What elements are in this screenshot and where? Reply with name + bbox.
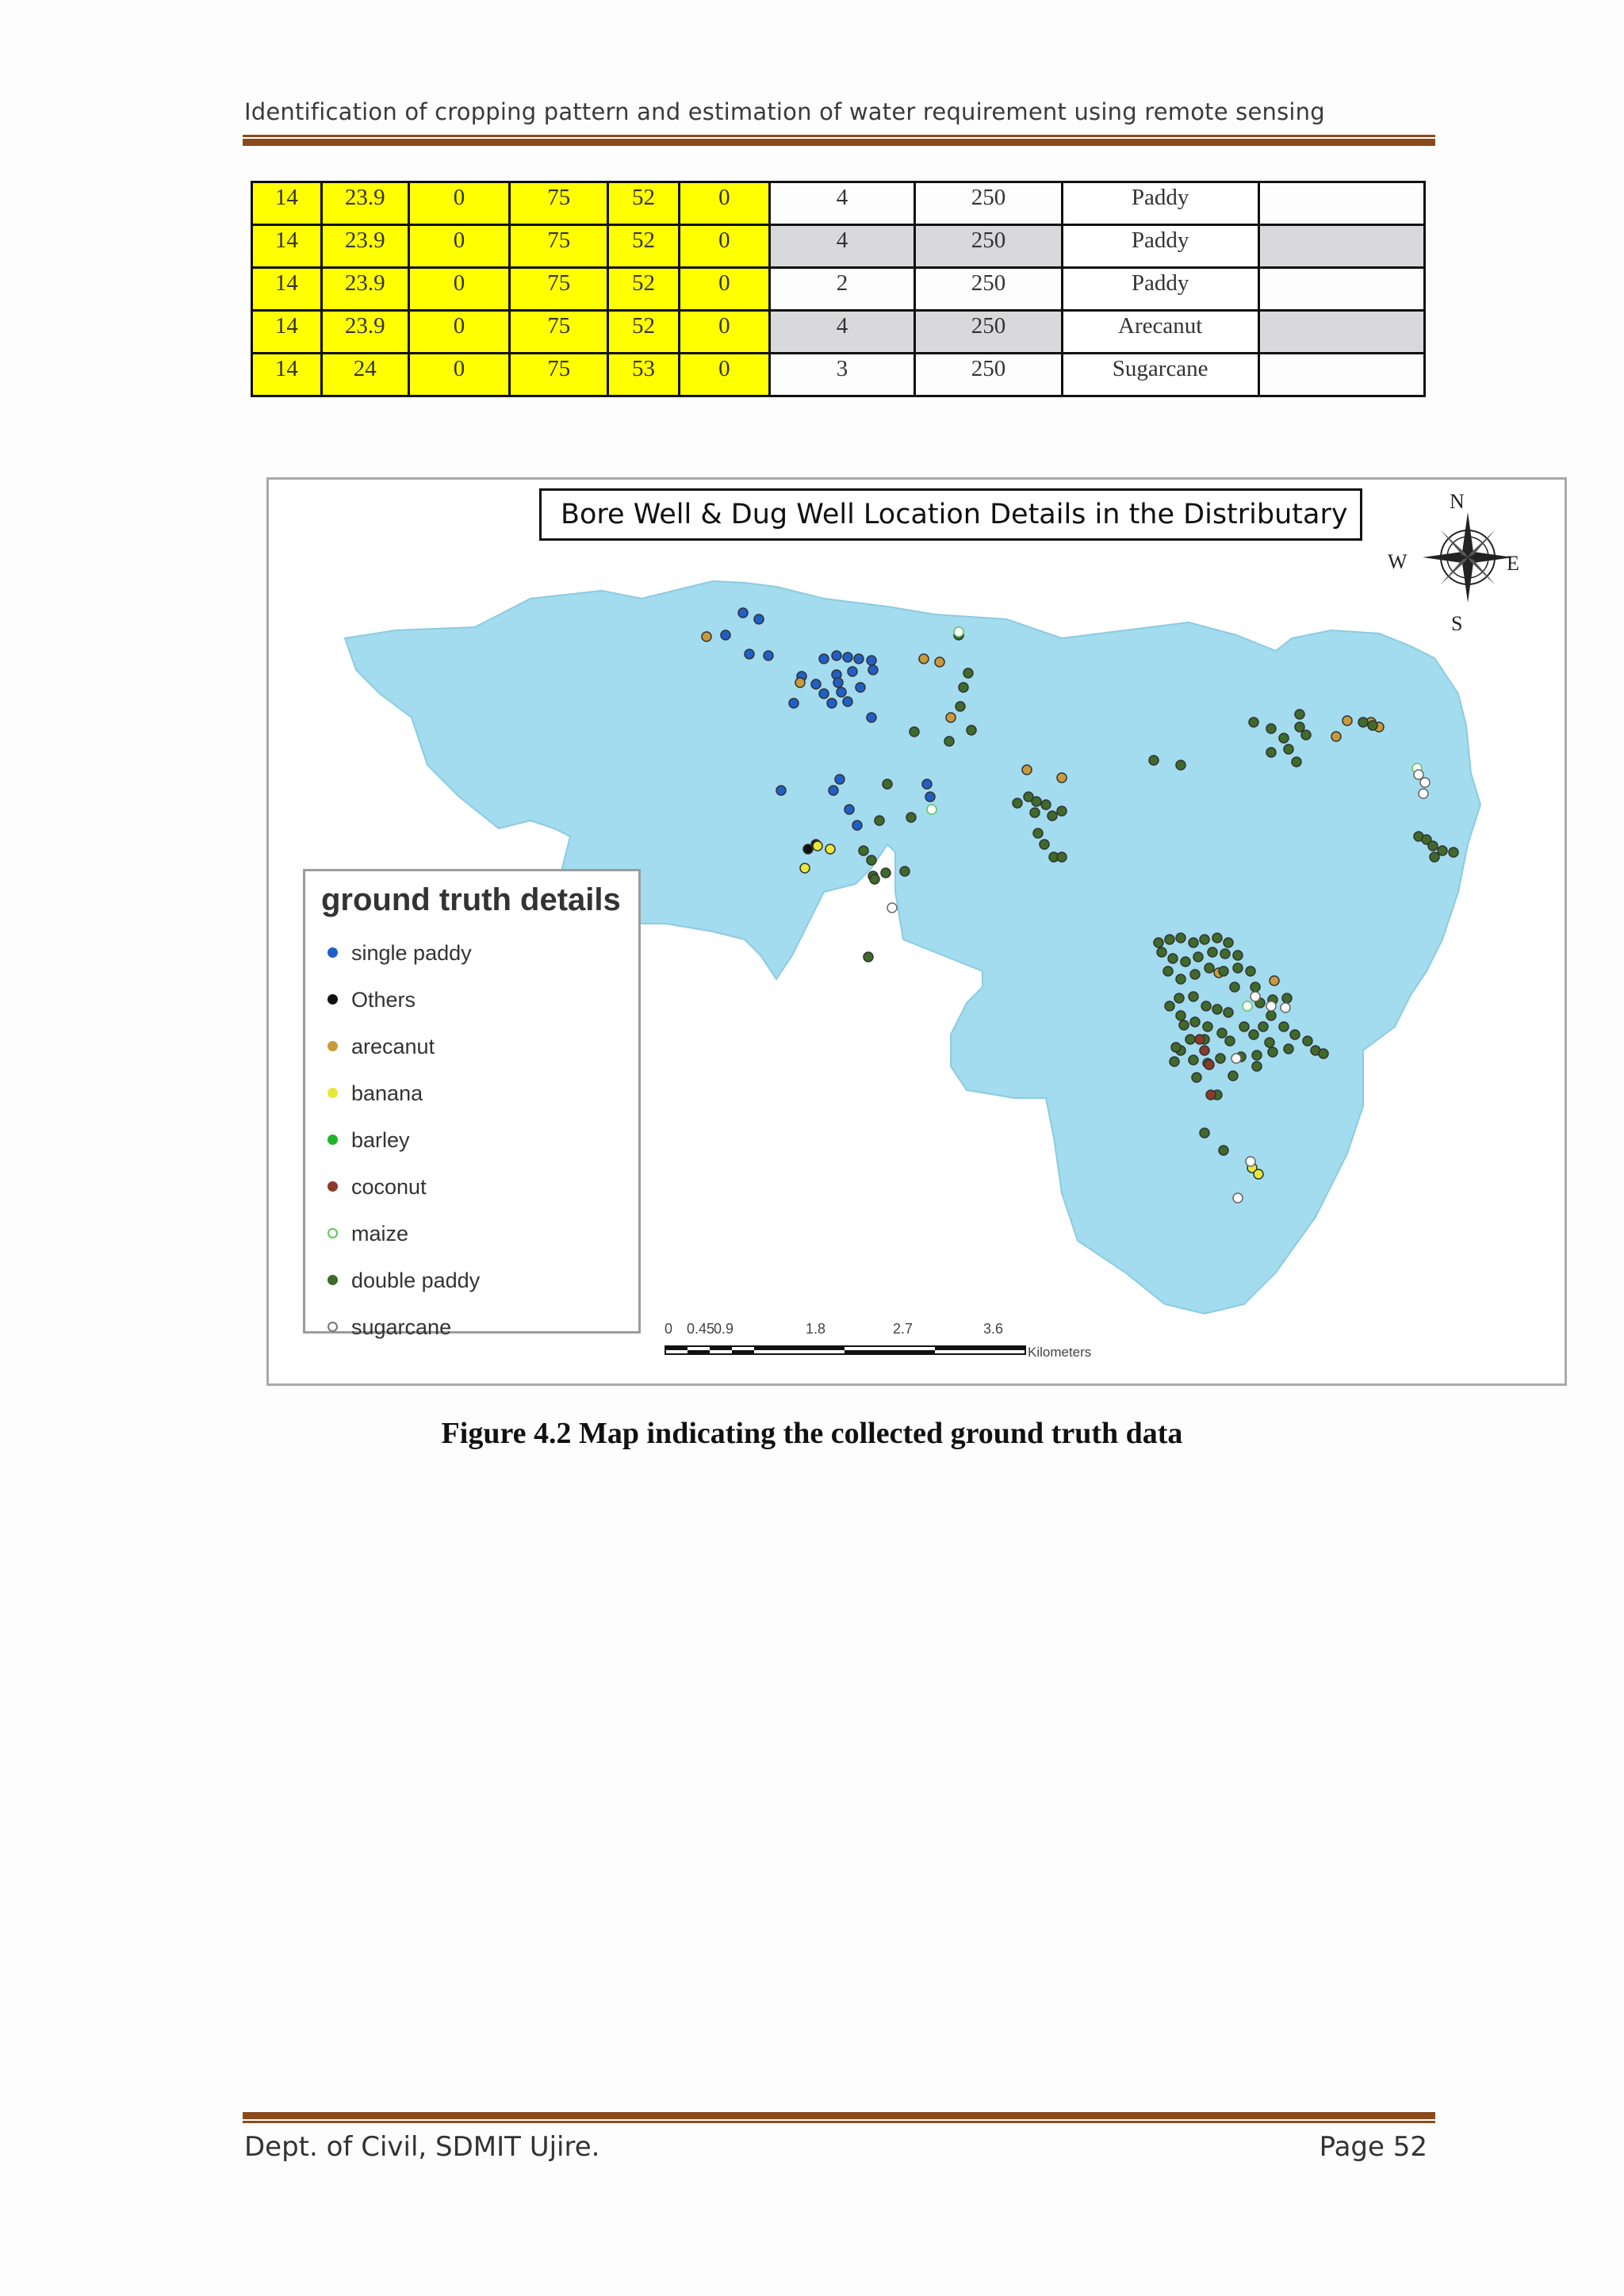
ground-truth-point	[1168, 954, 1178, 963]
ground-truth-point	[1301, 730, 1311, 740]
ground-truth-point	[1414, 770, 1423, 779]
ground-truth-point	[1200, 1128, 1209, 1138]
table-cell: 14	[252, 311, 322, 354]
ground-truth-point	[856, 683, 865, 692]
ground-truth-point	[935, 657, 944, 667]
ground-truth-point	[1246, 966, 1255, 976]
legend-marker-icon	[327, 1322, 338, 1332]
ground-truth-point	[1041, 800, 1051, 809]
ground-truth-point	[1212, 1004, 1222, 1014]
ground-truth-point	[1228, 1071, 1238, 1081]
ground-truth-point	[1219, 966, 1228, 976]
table-cell: Sugarcane	[1062, 354, 1258, 396]
table-cell: 23.9	[321, 268, 408, 311]
table-cell: Arecanut	[1062, 311, 1258, 354]
table-row	[252, 268, 1425, 311]
table-cell	[1258, 354, 1425, 396]
legend-marker-icon	[327, 1041, 338, 1051]
ground-truth-point	[1163, 966, 1173, 976]
table-cell: 53	[608, 354, 680, 396]
ground-truth-point	[1254, 1169, 1263, 1179]
ground-truth-point	[1013, 798, 1022, 808]
ground-truth-point	[764, 651, 773, 660]
scale-tick-label: 1.8	[806, 1321, 826, 1337]
ground-truth-point	[1268, 1047, 1277, 1057]
ground-truth-point	[1176, 974, 1185, 984]
ground-truth-point	[956, 702, 965, 711]
ground-truth-point	[1419, 789, 1428, 798]
ground-truth-point	[1022, 765, 1032, 775]
table-cell: 14	[252, 268, 322, 311]
ground-truth-point	[900, 867, 910, 876]
map-title: Bore Well & Dug Well Location Details in the Distributary	[539, 488, 1362, 541]
legend-marker-icon	[327, 1275, 338, 1285]
ground-truth-point	[1290, 1030, 1300, 1039]
table-cell: 250	[915, 311, 1063, 354]
ground-truth-point	[1295, 710, 1304, 719]
ground-truth-point	[829, 786, 838, 795]
table-row	[252, 182, 1425, 225]
legend-label: arecanut	[351, 1035, 435, 1058]
ground-truth-point	[963, 668, 973, 678]
ground-truth-point	[881, 868, 891, 878]
ground-truth-point	[1154, 938, 1163, 947]
legend-label: single paddy	[351, 941, 472, 965]
ground-truth-point	[776, 786, 786, 795]
scale-unit-label: Kilometers	[1028, 1345, 1092, 1360]
ground-truth-point	[1430, 852, 1439, 862]
ground-truth-point	[789, 698, 799, 708]
ground-truth-point	[1189, 938, 1198, 947]
ground-truth-point	[1203, 1022, 1212, 1031]
table-row	[252, 311, 1425, 354]
table-cell: 0	[679, 268, 769, 311]
table-cell: 250	[915, 225, 1063, 268]
legend-marker-icon	[327, 1181, 338, 1192]
ground-truth-point	[1157, 947, 1166, 957]
ground-truth-point	[1266, 724, 1276, 733]
scale-tick-label: 0	[665, 1321, 673, 1337]
scale-tick-label: 0.45	[687, 1321, 715, 1337]
table-cell: 23.9	[321, 182, 408, 225]
table-cell: 14	[252, 182, 322, 225]
running-header: Identification of cropping pattern and estimation of water requirement using remote sensing	[244, 98, 1325, 125]
ground-truth-point	[1216, 1054, 1225, 1063]
table-row	[252, 225, 1425, 268]
ground-truth-point	[795, 678, 805, 687]
compass-west-label: W	[1388, 550, 1408, 573]
ground-truth-point	[1189, 992, 1198, 1001]
footer-department: Dept. of Civil, SDMIT Ujire.	[244, 2131, 600, 2163]
ground-truth-point	[925, 792, 935, 802]
ground-truth-point	[1048, 811, 1057, 821]
ground-truth-point	[927, 805, 936, 814]
ground-truth-point	[868, 665, 878, 675]
ground-truth-point	[867, 855, 876, 865]
table-cell: 250	[915, 354, 1063, 396]
header-rule-thick	[243, 139, 1435, 146]
ground-truth-point	[870, 874, 879, 884]
ground-truth-point	[1224, 1008, 1233, 1017]
legend-label: maize	[351, 1222, 409, 1246]
table-cell	[1258, 268, 1425, 311]
table-row	[252, 354, 1425, 396]
ground-truth-point	[906, 813, 916, 822]
table-cell: 14	[252, 225, 322, 268]
legend-item	[351, 1175, 427, 1200]
ground-truth-point	[1190, 970, 1200, 979]
table-cell: 4	[769, 311, 915, 354]
ground-truth-point	[843, 697, 852, 706]
table-cell: 0	[408, 225, 510, 268]
ground-truth-point	[887, 903, 897, 913]
ground-truth-point	[1233, 963, 1243, 973]
table-cell: 75	[510, 182, 608, 225]
ground-truth-point	[1201, 1001, 1211, 1011]
table-cell: 24	[321, 354, 408, 396]
table-cell	[1258, 311, 1425, 354]
table-cell: 75	[510, 354, 608, 396]
ground-truth-point	[1220, 949, 1230, 959]
ground-truth-point	[1176, 1011, 1185, 1020]
ground-truth-point	[1252, 1050, 1262, 1060]
ground-truth-point	[825, 844, 835, 854]
ground-truth-point	[1252, 1062, 1262, 1071]
ground-truth-point	[1246, 1157, 1255, 1166]
ground-truth-point	[1251, 982, 1260, 992]
ground-truth-point	[944, 737, 954, 746]
legend-title: ground truth details	[321, 882, 621, 917]
ground-truth-point	[1303, 1036, 1312, 1046]
ground-truth-point	[1233, 1193, 1243, 1203]
ground-truth-point	[875, 816, 884, 825]
ground-truth-point	[1449, 848, 1458, 857]
table-cell: 250	[915, 268, 1063, 311]
figure-caption: Figure 4.2 Map indicating the collected ground truth data	[441, 1417, 1183, 1450]
legend-item	[351, 1081, 423, 1106]
table-cell: 52	[608, 182, 680, 225]
ground-truth-point	[954, 627, 963, 637]
ground-truth-point	[848, 667, 857, 676]
ground-truth-point	[1212, 933, 1222, 943]
ground-truth-point	[922, 779, 932, 789]
ground-truth-point	[1265, 1038, 1274, 1047]
table-cell	[1258, 182, 1425, 225]
ground-truth-point	[745, 649, 754, 659]
ground-truth-point	[1192, 1073, 1201, 1082]
table-cell: 0	[679, 225, 769, 268]
ground-truth-point	[721, 630, 730, 640]
ground-truth-point	[1231, 1054, 1241, 1063]
ground-truth-point	[1279, 1022, 1289, 1031]
table-cell: 4	[769, 225, 915, 268]
table-cell: 75	[510, 225, 608, 268]
table-cell: 14	[252, 354, 322, 396]
ground-truth-point	[832, 651, 841, 660]
ground-truth-point	[1420, 778, 1430, 787]
ground-truth-point	[738, 608, 748, 618]
legend-item	[351, 1222, 408, 1246]
ground-truth-point	[867, 713, 876, 722]
table-cell: 0	[679, 311, 769, 354]
legend-item	[351, 1128, 410, 1153]
ground-truth-point	[1032, 797, 1041, 806]
ground-truth-point	[1368, 721, 1377, 730]
ground-truth-point	[1200, 1046, 1209, 1055]
ground-truth-point	[800, 863, 810, 873]
legend-item	[351, 941, 472, 966]
table-cell: 0	[679, 354, 769, 396]
ground-truth-point	[1176, 760, 1185, 770]
ground-truth-point	[819, 654, 829, 664]
ground-truth-point	[1270, 976, 1279, 985]
ground-truth-point	[1292, 757, 1301, 767]
legend-label: Others	[351, 988, 416, 1012]
compass-east-label: E	[1507, 552, 1519, 575]
ground-truth-point	[1266, 1011, 1276, 1020]
ground-truth-point	[1206, 1090, 1216, 1100]
table-cell: 75	[510, 311, 608, 354]
scale-tick-label: 3.6	[983, 1321, 1004, 1337]
table-cell: Paddy	[1062, 182, 1258, 225]
table-cell	[1258, 225, 1425, 268]
footer-rule-thin	[243, 2121, 1435, 2123]
table-cell: 0	[408, 182, 510, 225]
ground-truth-point	[959, 683, 968, 692]
ground-truth-point	[819, 689, 829, 698]
ground-truth-point	[845, 805, 854, 814]
legend-label: banana	[351, 1081, 423, 1105]
ground-truth-point	[1057, 852, 1067, 862]
ground-truth-point	[883, 779, 892, 789]
ground-truth-point	[1282, 993, 1292, 1003]
ground-truth-point	[1295, 722, 1304, 732]
ground-truth-point	[1266, 748, 1276, 757]
ground-truth-point	[1331, 732, 1341, 741]
ground-truth-point	[1185, 1035, 1195, 1044]
ground-truth-point	[1179, 1020, 1189, 1030]
ground-truth-point	[1219, 1146, 1228, 1155]
map-legend	[303, 869, 641, 1339]
ground-truth-point	[1239, 1022, 1249, 1031]
legend-label: double paddy	[351, 1269, 481, 1292]
table-cell: 52	[608, 225, 680, 268]
table-cell: 0	[408, 268, 510, 311]
ground-truth-point	[1358, 718, 1368, 727]
table-cell: 0	[408, 354, 510, 396]
ground-truth-point	[813, 841, 822, 851]
ground-truth-point	[967, 725, 976, 735]
ground-truth-point	[910, 727, 919, 737]
ground-truth-point	[1249, 1030, 1258, 1039]
scale-tick-label: 0.9	[714, 1321, 734, 1337]
ground-truth-point	[1217, 1028, 1227, 1038]
legend-item	[351, 1315, 451, 1340]
ground-truth-point	[1205, 1060, 1214, 1070]
ground-truth-point	[1057, 806, 1067, 816]
ground-truth-point	[919, 654, 929, 664]
legend-marker-icon	[327, 1088, 338, 1098]
ground-truth-point	[1033, 828, 1043, 838]
legend-label: coconut	[351, 1175, 427, 1199]
ground-truth-point	[859, 846, 868, 855]
ground-truth-point	[1243, 1001, 1252, 1011]
legend-marker-icon	[327, 947, 338, 958]
table-cell: 23.9	[321, 311, 408, 354]
header-rule-thin	[243, 135, 1435, 137]
ground-truth-point	[854, 654, 864, 664]
ground-truth-point	[1189, 1055, 1198, 1065]
legend-label: sugarcane	[351, 1315, 452, 1339]
ground-truth-point	[1233, 951, 1243, 960]
legend-item	[351, 988, 416, 1012]
table-cell: Paddy	[1062, 268, 1258, 311]
ground-truth-point	[1195, 1035, 1205, 1044]
table-cell: 23.9	[321, 225, 408, 268]
ground-truth-point	[1200, 935, 1209, 944]
ground-truth-point	[1251, 992, 1260, 1001]
ground-truth-point	[1428, 841, 1438, 851]
ground-truth-point	[1224, 938, 1233, 947]
ground-truth-point	[1165, 935, 1174, 944]
compass-north-label: N	[1450, 490, 1465, 513]
ground-truth-point	[1193, 952, 1203, 962]
ground-truth-point	[1149, 756, 1159, 765]
ground-truth-point	[852, 821, 862, 830]
legend-marker-icon	[327, 994, 338, 1004]
ground-truth-point	[1030, 808, 1040, 817]
ground-truth-point	[1281, 1003, 1290, 1012]
ground-truth-point	[833, 678, 843, 687]
ground-truth-point	[1040, 840, 1049, 849]
ground-truth-point	[1205, 963, 1214, 973]
compass-rose-icon	[1416, 498, 1519, 617]
table-cell: 4	[769, 182, 915, 225]
ground-truth-point	[1279, 733, 1289, 743]
table-cell: 52	[608, 311, 680, 354]
ground-truth-point	[1438, 846, 1447, 855]
ground-truth-point	[1171, 1043, 1181, 1052]
ground-truth-point	[1170, 1057, 1179, 1066]
table-cell: 52	[608, 268, 680, 311]
legend-marker-icon	[327, 1135, 338, 1145]
legend-item	[351, 1035, 435, 1059]
ground-truth-point	[1165, 1001, 1174, 1011]
ground-truth-point	[843, 652, 852, 662]
ground-truth-point	[1284, 744, 1293, 754]
scale-bar	[665, 1343, 1029, 1367]
table-cell: Paddy	[1062, 225, 1258, 268]
table-cell: 75	[510, 268, 608, 311]
ground-truth-point	[1190, 1017, 1200, 1027]
table-cell: 0	[679, 182, 769, 225]
compass-south-label: S	[1451, 612, 1463, 635]
table-cell: 2	[769, 268, 915, 311]
ground-truth-point	[1284, 1044, 1293, 1054]
footer-page-number: Page 52	[1319, 2131, 1427, 2163]
ground-truth-point	[864, 952, 873, 962]
ground-truth-point	[1176, 933, 1185, 943]
ground-truth-point	[867, 656, 876, 665]
table-cell: 0	[408, 311, 510, 354]
ground-truth-point	[1342, 716, 1352, 725]
scale-tick-label: 2.7	[893, 1321, 914, 1337]
ground-truth-point	[1057, 773, 1067, 783]
data-table	[251, 181, 1426, 397]
ground-truth-point	[1230, 982, 1239, 992]
table-cell: 250	[915, 182, 1063, 225]
ground-truth-point	[1258, 1022, 1268, 1031]
ground-truth-point	[1319, 1049, 1328, 1058]
ground-truth-point	[1208, 947, 1217, 957]
ground-truth-point	[1225, 1036, 1235, 1046]
ground-truth-point	[811, 679, 821, 689]
ground-truth-point	[835, 775, 845, 784]
ground-truth-point	[827, 698, 837, 708]
ground-truth-point	[754, 614, 764, 624]
ground-truth-point	[702, 632, 711, 641]
ground-truth-point	[1174, 993, 1184, 1003]
ground-truth-point	[837, 687, 846, 697]
ground-truth-point	[946, 713, 956, 722]
ground-truth-point	[1266, 1001, 1276, 1011]
table-cell: 3	[769, 354, 915, 396]
legend-label: barley	[351, 1128, 410, 1152]
ground-truth-point	[1249, 718, 1258, 727]
legend-item	[351, 1269, 480, 1293]
footer-rule-thick	[243, 2112, 1435, 2119]
legend-marker-icon	[327, 1228, 338, 1238]
ground-truth-point	[1181, 957, 1190, 966]
